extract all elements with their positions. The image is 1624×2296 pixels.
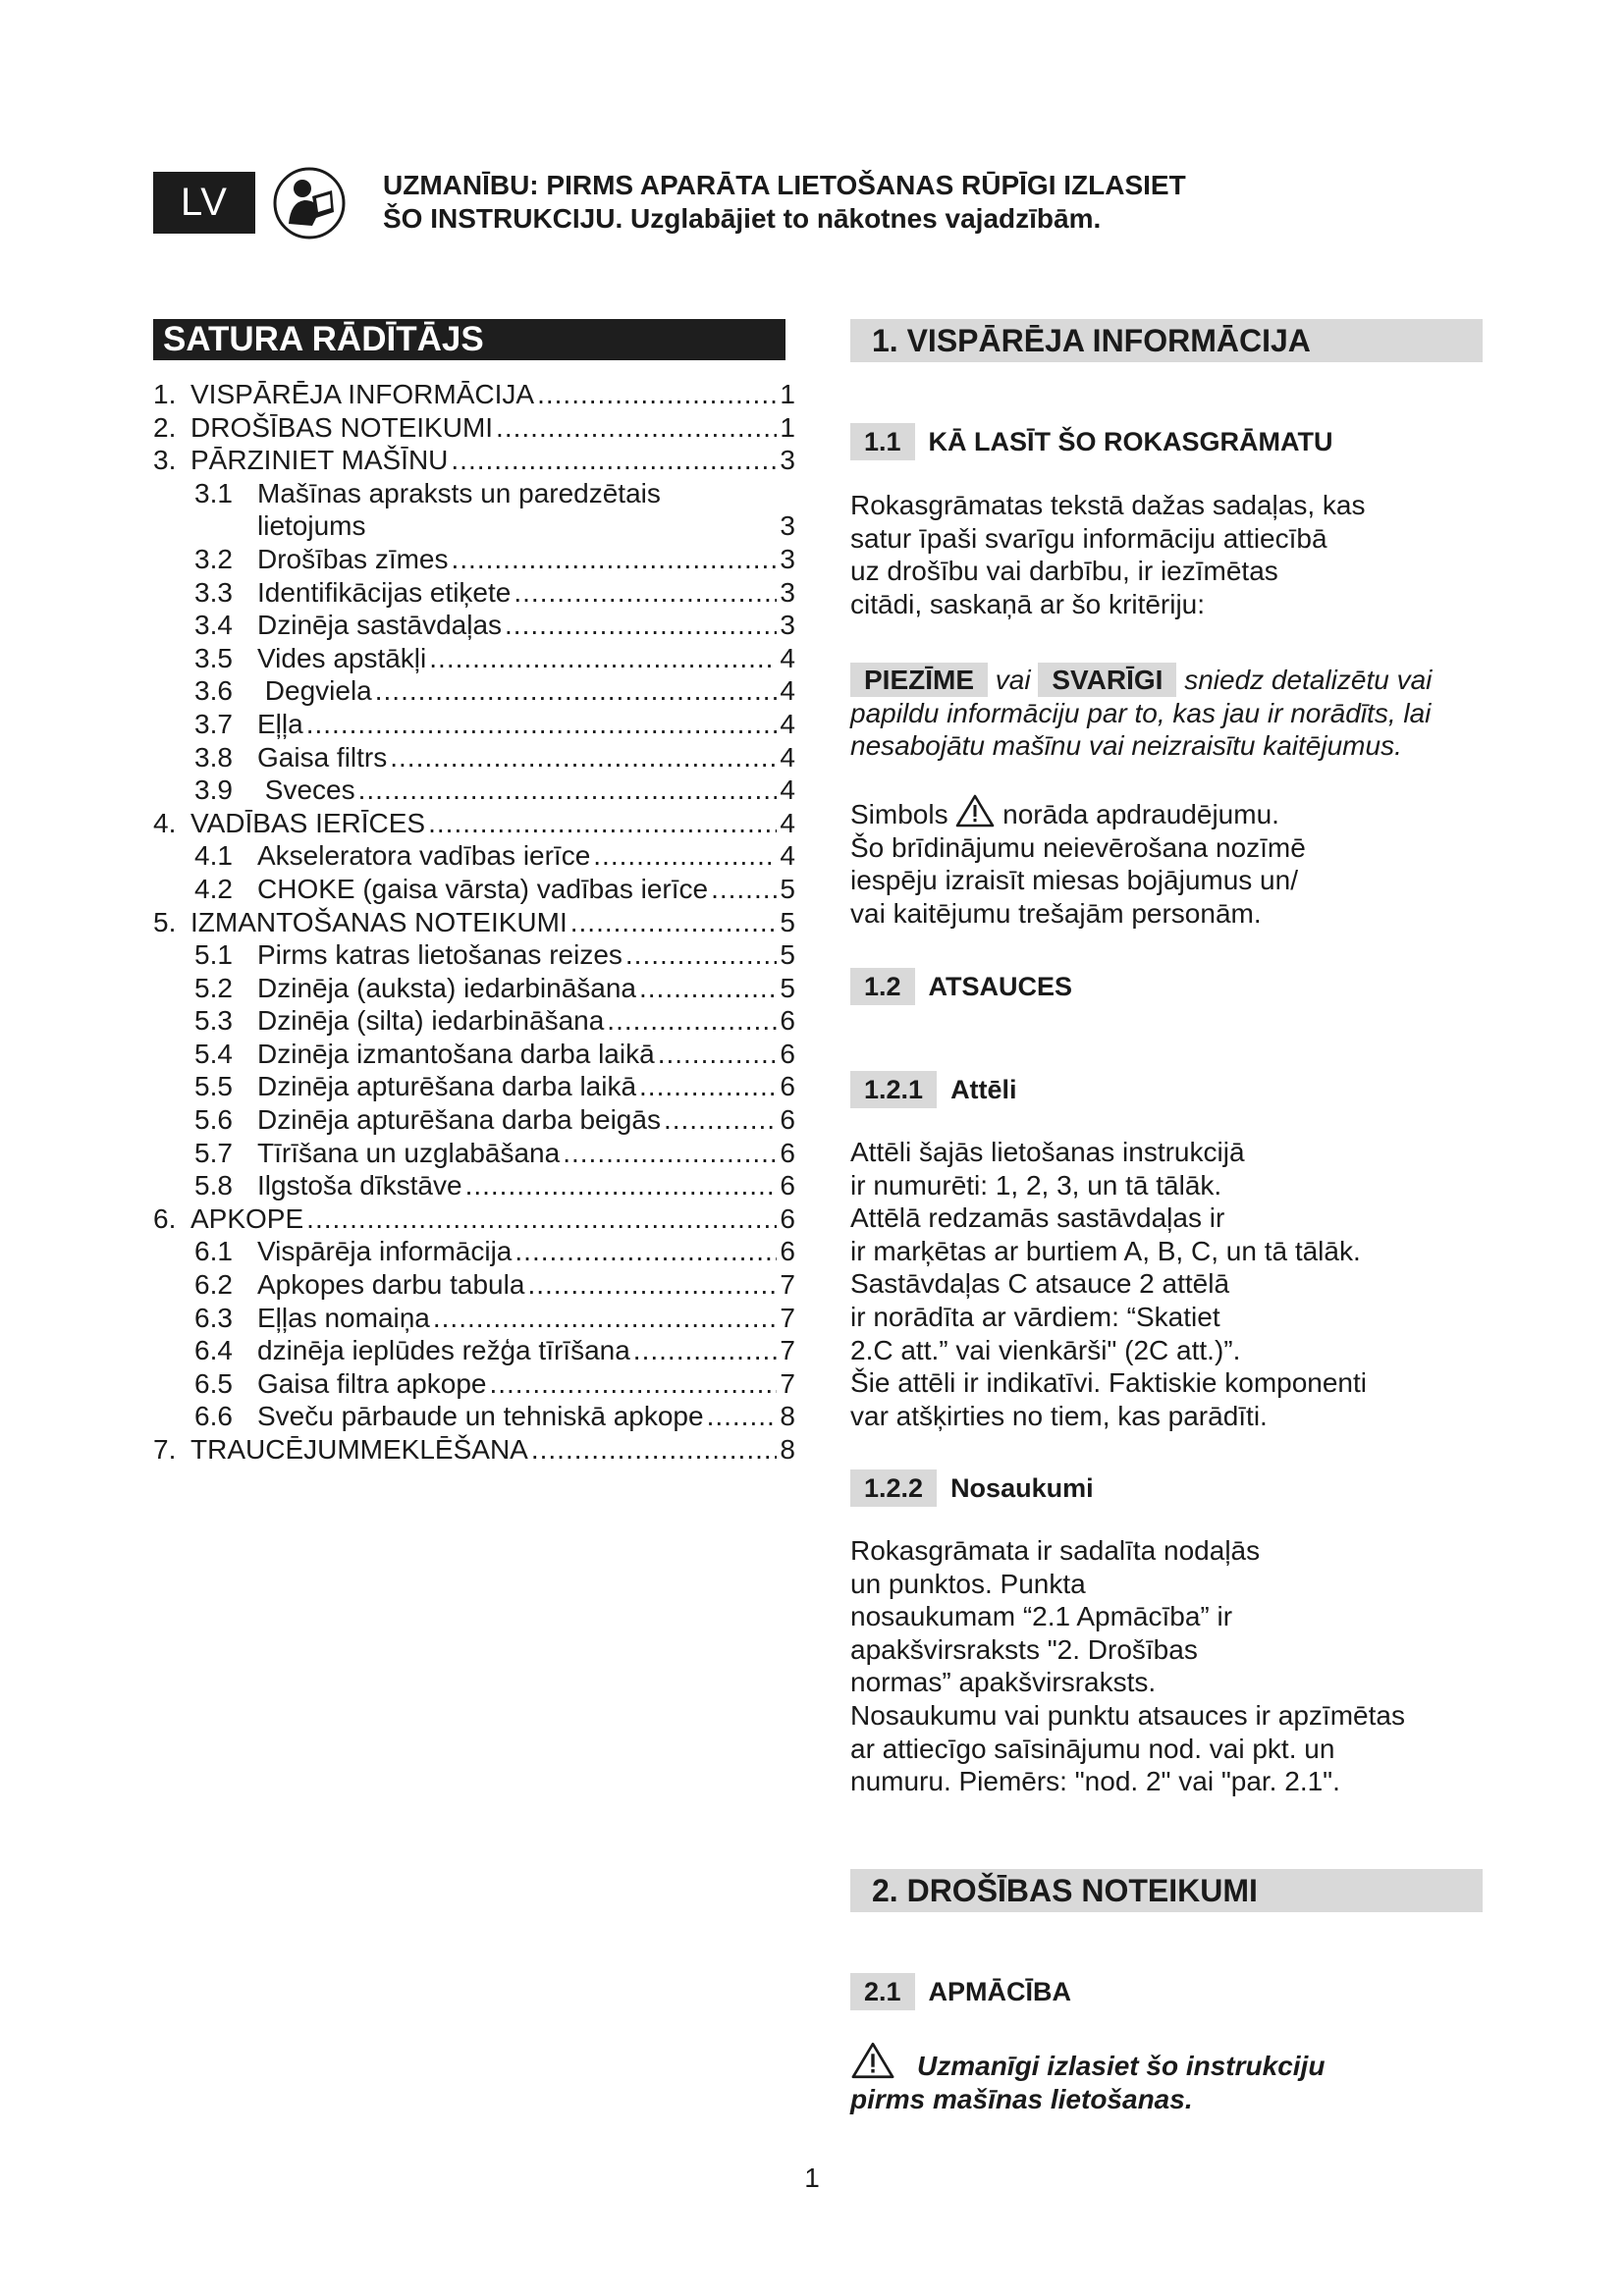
toc-entry-page: 4 — [780, 840, 795, 872]
toc-entry — [153, 1169, 795, 1202]
toc-leader-dots — [664, 1103, 777, 1137]
toc-leader-dots — [429, 642, 777, 675]
toc-entry-page: 1 — [780, 379, 795, 409]
symbol-text-after: norāda apdraudējumu. — [1002, 799, 1279, 829]
toc-entry-number: 5.2 — [194, 972, 233, 1003]
section-number: 1.2 — [850, 968, 915, 1005]
toc-entry-number: 3.7 — [194, 708, 233, 739]
text-line: Rokasgrāmata ir sadalīta nodaļās — [850, 1535, 1261, 1566]
symbol-hazard-text — [850, 794, 1498, 930]
toc-entry-number: 3.2 — [194, 543, 233, 574]
note-tag: PIEZĪME — [850, 663, 988, 697]
text-line: Šo brīdinājumu neievērošana nozīmē — [850, 831, 1306, 863]
toc-entry-number: 3.1 — [194, 477, 233, 508]
toc-entry — [153, 1268, 795, 1302]
toc-entry-number: 3. — [153, 445, 177, 476]
toc-entry — [153, 1103, 795, 1137]
toc-entry — [153, 642, 795, 675]
toc-entry-title: lietojums — [257, 510, 366, 542]
text-line: Sastāvdaļas C atsauce 2 attēlā — [850, 1268, 1230, 1300]
toc-entry-title: Dzinēja sastāvdaļas — [257, 610, 503, 641]
toc-entry-title: Vispārēja informācija — [257, 1236, 513, 1267]
header-warning-line1: UZMANĪBU: PIRMS APARĀTA LIETOŠANAS RŪPĪGI IZLASIET — [383, 170, 1186, 200]
toc-entry-number: 5.5 — [194, 1071, 233, 1102]
toc-entry-title: PĀRZINIET MAŠĪNU — [190, 445, 449, 476]
toc-entry-title: Dzinēja apturēšana darba laikā — [257, 1071, 637, 1102]
toc-leader-dots — [711, 873, 777, 906]
toc-entry-number: 7. — [153, 1434, 177, 1465]
header-warning — [383, 169, 1267, 236]
toc-entry-number: 5. — [153, 906, 177, 937]
toc-leader-dots — [607, 1004, 777, 1038]
toc-entry-title: CHOKE (gaisa vārsta) vadības ierīce — [257, 873, 709, 904]
toc-leader-dots — [537, 378, 777, 411]
warning-triangle-icon — [955, 794, 995, 828]
section-2-heading: 2. DROŠĪBAS NOTEIKUMI — [850, 1869, 1483, 1912]
toc-entry-page: 6 — [780, 1005, 795, 1037]
text-line: ir marķētas ar burtiem A, B, C, un tā tālāk. — [850, 1235, 1361, 1266]
toc-entry-title: Eļļas nomaiņa — [257, 1302, 430, 1333]
toc-entry-page: 5 — [780, 906, 795, 937]
toc-entry-title: Degviela — [257, 675, 372, 707]
toc-leader-dots — [451, 444, 777, 477]
warning-line1: Uzmanīgi izlasiet šo instrukciju — [917, 2051, 1326, 2081]
toc-entry — [153, 411, 795, 445]
toc-entry-page: 4 — [780, 642, 795, 673]
toc-leader-dots — [358, 774, 777, 807]
toc-entry-page: 4 — [780, 774, 795, 806]
toc-leader-dots — [496, 411, 777, 445]
toc-entry-title: VADĪBAS IERĪCES — [190, 807, 426, 838]
toc-entry — [153, 1202, 795, 1236]
toc-entry — [153, 1038, 795, 1071]
toc-entry-title: IZMANTOŠANAS NOTEIKUMI — [190, 906, 568, 937]
toc-leader-dots — [514, 1235, 777, 1268]
toc-entry — [153, 1433, 795, 1467]
toc-entry-number: 2. — [153, 411, 177, 443]
toc-entry-title: Sveču pārbaude un tehniskā apkope — [257, 1401, 704, 1432]
toc-entry — [153, 873, 795, 906]
note-important-text — [850, 664, 1498, 763]
toc-entry-title: Drošības zīmes — [257, 543, 449, 574]
toc-leader-dots — [306, 1202, 777, 1236]
text-line: var atšķirties no tiem, kas parādīti. — [850, 1400, 1268, 1431]
toc-leader-dots — [707, 1400, 777, 1433]
toc-entry — [153, 839, 795, 873]
toc-entry-title: Dzinēja (silta) iedarbināšana — [257, 1005, 605, 1037]
toc-entry — [153, 906, 795, 939]
toc-leader-dots — [306, 708, 777, 741]
toc-leader-dots — [527, 1268, 777, 1302]
toc-entry-number: 3.4 — [194, 610, 233, 641]
section-title: KĀ LASĪT ŠO ROKASGRĀMATU — [928, 426, 1333, 456]
how-to-read-text — [850, 489, 1498, 620]
toc-entry-title: VISPĀRĒJA INFORMĀCIJA — [190, 379, 535, 409]
section-1-1-heading — [850, 423, 1333, 460]
note-text: sniedz detalizētu vai — [1184, 665, 1433, 695]
toc-entry-title: Sveces — [257, 774, 355, 806]
toc-entry-number: 3.3 — [194, 576, 233, 608]
toc-entry-title: Gaisa filtrs — [257, 741, 388, 773]
toc-entry-number: 6.1 — [194, 1236, 233, 1267]
toc-leader-dots — [390, 741, 777, 774]
toc-entry — [153, 477, 795, 510]
section-title: ATSAUCES — [928, 971, 1073, 1001]
page-number: 1 — [804, 2163, 820, 2193]
text-line: citādi, saskaņā ar šo kritēriju: — [850, 588, 1206, 619]
toc-leader-dots — [639, 1070, 777, 1103]
toc-entry-title: Pirms katras lietošanas reizes — [257, 939, 623, 971]
toc-entry — [153, 509, 795, 543]
toc-entry-page: 3 — [780, 576, 795, 608]
text-line: papildu informāciju par to, kas jau ir norādīts, lai — [850, 697, 1432, 728]
toc-entry-page: 6 — [780, 1038, 795, 1069]
text-line: ir numurēti: 1, 2, 3, un tā tālāk. — [850, 1169, 1222, 1201]
toc-entry-page: 4 — [780, 741, 795, 773]
toc-entry — [153, 1334, 795, 1367]
toc-entry-page: 6 — [780, 1104, 795, 1136]
symbol-text-before: Simbols — [850, 799, 948, 829]
text-line: Nosaukumu vai punktu atsauces ir apzīmētas — [850, 1699, 1405, 1731]
toc-entry — [153, 543, 795, 576]
toc-entry-number: 5.6 — [194, 1104, 233, 1136]
toc-entry — [153, 674, 795, 708]
text-line: vai kaitējumu trešajām personām. — [850, 897, 1262, 929]
section-number: 2.1 — [850, 1973, 915, 2010]
toc-entry-page: 3 — [780, 543, 795, 574]
language-badge: LV — [153, 172, 255, 234]
warning-triangle-icon — [850, 2042, 895, 2079]
toc-entry-title: Tīrīšana un uzglabāšana — [257, 1137, 561, 1168]
section-title: Nosaukumi — [950, 1472, 1094, 1503]
toc-leader-dots — [433, 1302, 777, 1335]
toc-entry-page: 4 — [780, 807, 795, 838]
toc-leader-dots — [452, 543, 778, 576]
toc-entry-title: Vides apstākļi — [257, 642, 427, 673]
section-1-2-heading — [850, 968, 1072, 1005]
toc-entry-page: 7 — [780, 1269, 795, 1301]
text-line: normas” apakšvirsraksts. — [850, 1667, 1157, 1698]
toc-leader-dots — [563, 1137, 777, 1170]
toc-entry-page: 7 — [780, 1367, 795, 1399]
toc-entry — [153, 774, 795, 807]
toc-entry — [153, 1302, 795, 1335]
toc-title: SATURA RĀDĪTĀJS — [153, 319, 785, 360]
toc-entry-number: 3.6 — [194, 675, 233, 707]
toc-leader-dots — [375, 674, 777, 708]
toc-leader-dots — [570, 906, 777, 939]
toc-entry-page: 5 — [780, 972, 795, 1003]
toc-entry-number: 4. — [153, 807, 177, 838]
toc-entry-number: 6.5 — [194, 1367, 233, 1399]
toc-entry-number: 6. — [153, 1202, 177, 1234]
toc-entry — [153, 1004, 795, 1038]
toc-entry — [153, 1367, 795, 1401]
toc-entry-number: 6.6 — [194, 1401, 233, 1432]
toc-entry-title: Akseleratora vadības ierīce — [257, 840, 591, 872]
toc-leader-dots — [625, 938, 777, 972]
toc-entry — [153, 444, 795, 477]
toc-entry — [153, 938, 795, 972]
section-1-heading: 1. VISPĀRĒJA INFORMĀCIJA — [850, 319, 1483, 362]
important-tag: SVARĪGI — [1038, 663, 1176, 697]
text-line: apakšvirsraksts "2. Drošības — [850, 1633, 1198, 1665]
section-1-2-1-heading — [850, 1071, 1017, 1108]
toc-entry — [153, 378, 795, 411]
toc-leader-dots — [514, 576, 777, 610]
text-line: un punktos. Punkta — [850, 1568, 1086, 1599]
titles-text — [850, 1534, 1498, 1798]
toc-entry-number: 1. — [153, 379, 177, 409]
toc-entry-title: Dzinēja apturēšana darba beigās — [257, 1104, 661, 1136]
toc-entry-title: dzinēja ieplūdes režģa tīrīšana — [257, 1335, 630, 1366]
toc-entry-number: 4.2 — [194, 873, 233, 904]
toc-leader-dots — [639, 972, 777, 1005]
toc-entry-page: 8 — [780, 1401, 795, 1432]
toc-entry — [153, 807, 795, 840]
section-1-2-2-heading — [850, 1469, 1094, 1507]
toc-leader-dots — [593, 839, 777, 873]
toc-leader-dots — [633, 1334, 777, 1367]
text-line: Attēli šajās lietošanas instrukcijā — [850, 1137, 1245, 1167]
toc-entry-number: 5.3 — [194, 1005, 233, 1037]
toc-entry-page: 3 — [780, 610, 795, 641]
table-of-contents — [153, 378, 795, 1467]
toc-entry — [153, 1137, 795, 1170]
warning-line2: pirms mašīnas lietošanas. — [850, 2083, 1193, 2114]
toc-entry — [153, 708, 795, 741]
section-title: APMĀCĪBA — [928, 1976, 1072, 2006]
text-line: nosaukumam “2.1 Apmācība” ir — [850, 1601, 1233, 1632]
toc-entry — [153, 609, 795, 642]
toc-entry — [153, 741, 795, 774]
toc-entry-page: 1 — [780, 411, 795, 443]
toc-entry-page: 6 — [780, 1137, 795, 1168]
toc-entry-title: Dzinēja izmantošana darba laikā — [257, 1038, 655, 1069]
toc-entry-page: 8 — [780, 1434, 795, 1465]
toc-entry-number: 5.7 — [194, 1137, 233, 1168]
toc-entry-page: 6 — [780, 1071, 795, 1102]
section-2-1-heading — [850, 1973, 1071, 2010]
read-manual-icon — [273, 167, 346, 240]
toc-entry-page: 3 — [780, 445, 795, 476]
toc-entry-title: Dzinēja (auksta) iedarbināšana — [257, 972, 636, 1003]
toc-entry-number: 5.1 — [194, 939, 233, 971]
section-number: 1.1 — [850, 423, 915, 460]
text-line: satur īpaši svarīgu informāciju attiecībā — [850, 522, 1327, 554]
toc-entry-page: 4 — [780, 708, 795, 739]
toc-entry-title: Eļļa — [257, 708, 303, 739]
toc-entry-number: 3.5 — [194, 642, 233, 673]
toc-entry-page: 3 — [780, 510, 795, 542]
section-title: Attēli — [950, 1074, 1017, 1104]
training-warning — [850, 2042, 1498, 2115]
figures-text — [850, 1136, 1498, 1432]
toc-entry-number: 4.1 — [194, 840, 233, 872]
section-number: 1.2.2 — [850, 1469, 937, 1507]
text-line: 2.C att.” vai vienkārši" (2C att.)”. — [850, 1334, 1241, 1365]
header-warning-line2: ŠO INSTRUKCIJU. Uzglabājiet to nākotnes vajadzībām. — [383, 203, 1102, 234]
text-line: nesabojātu mašīnu vai neizraisītu kaitējumus. — [850, 730, 1402, 762]
toc-leader-dots — [465, 1169, 777, 1202]
toc-entry-number: 3.9 — [194, 774, 233, 806]
text-line: Šie attēli ir indikatīvi. Faktiskie komponenti — [850, 1367, 1367, 1399]
text-line: uz drošību vai darbību, ir iezīmētas — [850, 556, 1278, 587]
toc-entry-number: 6.3 — [194, 1302, 233, 1333]
text-line: ir norādīta ar vārdiem: “Skatiet — [850, 1301, 1220, 1332]
text-line: iespēju izraisīt miesas bojājumus un/ — [850, 865, 1298, 896]
text-line: ar attiecīgo saīsinājumu nod. vai pkt. un — [850, 1733, 1335, 1764]
toc-entry-page: 5 — [780, 873, 795, 904]
toc-leader-dots — [489, 1367, 777, 1401]
toc-entry-number: 5.8 — [194, 1170, 233, 1201]
text-line: Rokasgrāmatas tekstā dažas sadaļas, kas — [850, 490, 1366, 520]
toc-entry-page: 6 — [780, 1202, 795, 1234]
toc-entry-number: 5.4 — [194, 1038, 233, 1069]
section-number: 1.2.1 — [850, 1071, 937, 1108]
text-line: Attēlā redzamās sastāvdaļas ir — [850, 1202, 1225, 1234]
toc-entry-page: 6 — [780, 1236, 795, 1267]
toc-entry-number: 6.2 — [194, 1269, 233, 1301]
toc-leader-dots — [505, 609, 777, 642]
toc-entry — [153, 1235, 795, 1268]
toc-leader-dots — [428, 807, 777, 840]
toc-entry-page: 5 — [780, 939, 795, 971]
toc-entry-title: Ilgstoša dīkstāve — [257, 1170, 462, 1201]
toc-entry-page: 7 — [780, 1302, 795, 1333]
toc-entry-title: Mašīnas apraksts un paredzētais — [257, 477, 661, 508]
toc-entry-title: Apkopes darbu tabula — [257, 1269, 525, 1301]
toc-leader-dots — [658, 1038, 777, 1071]
toc-entry-number: 6.4 — [194, 1335, 233, 1366]
toc-entry-page: 7 — [780, 1335, 795, 1366]
toc-entry-page: 4 — [780, 675, 795, 707]
toc-entry — [153, 1070, 795, 1103]
toc-entry-title: APKOPE — [190, 1202, 304, 1234]
toc-leader-dots — [531, 1433, 777, 1467]
toc-entry-title: Gaisa filtra apkope — [257, 1367, 487, 1399]
toc-entry-title: TRAUCĒJUMMEKLĒŠANA — [190, 1434, 528, 1465]
toc-entry-number: 3.8 — [194, 741, 233, 773]
toc-entry — [153, 1400, 795, 1433]
toc-entry-title: DROŠĪBAS NOTEIKUMI — [190, 411, 494, 443]
note-or: vai — [995, 665, 1031, 695]
text-line: numuru. Piemērs: "nod. 2" vai "par. 2.1". — [850, 1766, 1340, 1797]
toc-entry — [153, 576, 795, 610]
toc-entry-page: 6 — [780, 1170, 795, 1201]
toc-entry-title: Identifikācijas etiķete — [257, 576, 512, 608]
toc-entry — [153, 972, 795, 1005]
